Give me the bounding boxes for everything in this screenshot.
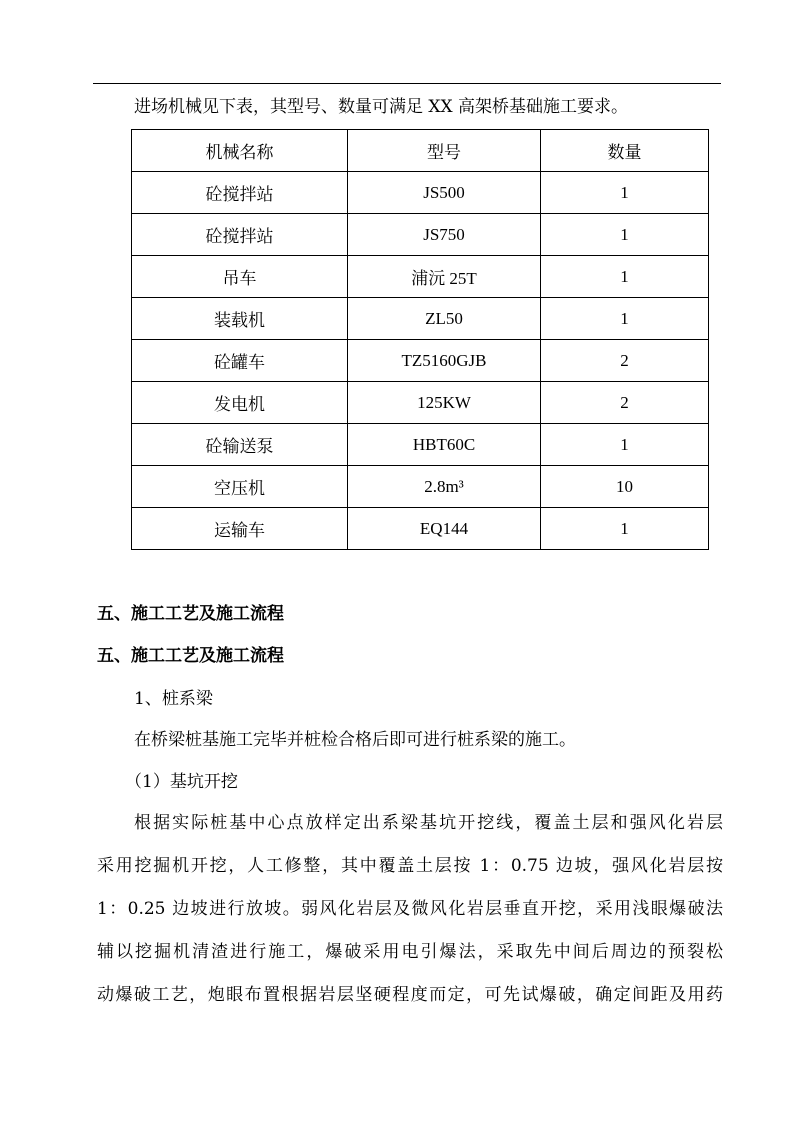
table-row — [132, 508, 709, 550]
header-machine-name: 机械名称 — [132, 130, 348, 172]
model-cell: ZL50 — [348, 298, 541, 340]
subheading-pile-tie-beam: 1、桩系梁 — [134, 689, 213, 709]
section-heading: 五、施工工艺及施工流程 — [97, 604, 284, 624]
model-cell: 浦沅 25T — [348, 256, 541, 298]
machine-name-cell: 装载机 — [132, 298, 348, 340]
machine-name-cell: 吊车 — [132, 256, 348, 298]
quantity-cell: 10 — [541, 466, 709, 508]
quantity-cell: 1 — [541, 172, 709, 214]
subheading-foundation-pit: （1）基坑开挖 — [125, 772, 238, 792]
machine-name-cell: 发电机 — [132, 382, 348, 424]
model-cell: TZ5160GJB — [348, 340, 541, 382]
table-row — [132, 340, 709, 382]
section-heading-repeat: 五、施工工艺及施工流程 — [97, 646, 284, 666]
table-row — [132, 466, 709, 508]
machine-name-cell: 砼搅拌站 — [132, 172, 348, 214]
table-row — [132, 256, 709, 298]
intro-sentence: 进场机械见下表，其型号、数量可满足 XX 高架桥基础施工要求。 — [134, 97, 629, 117]
table-row — [132, 424, 709, 466]
quantity-cell: 1 — [541, 424, 709, 466]
machine-name-cell: 砼罐车 — [132, 340, 348, 382]
table-header-row — [132, 130, 709, 172]
model-cell: JS500 — [348, 172, 541, 214]
model-cell: HBT60C — [348, 424, 541, 466]
quantity-cell: 2 — [541, 382, 709, 424]
table-row — [132, 382, 709, 424]
machine-name-cell: 运输车 — [132, 508, 348, 550]
quantity-cell: 1 — [541, 256, 709, 298]
quantity-cell: 1 — [541, 298, 709, 340]
machinery-table — [131, 129, 709, 550]
construction-sentence: 在桥梁桩基施工完毕并桩检合格后即可进行桩系梁的施工。 — [134, 730, 576, 750]
table-row — [132, 298, 709, 340]
model-cell: JS750 — [348, 214, 541, 256]
model-cell: EQ144 — [348, 508, 541, 550]
quantity-cell: 1 — [541, 214, 709, 256]
paragraph-line: 辅以挖掘机清渣进行施工，爆破采用电引爆法，采取先中间后周边的预裂松 — [97, 942, 723, 962]
machine-name-cell: 空压机 — [132, 466, 348, 508]
paragraph-line: 采用挖掘机开挖，人工修整，其中覆盖土层按 1：0.75 边坡，强风化岩层按 — [97, 856, 723, 876]
excavation-paragraph — [97, 812, 723, 1027]
machine-name-cell: 砼输送泵 — [132, 424, 348, 466]
header-model: 型号 — [348, 130, 541, 172]
table-row — [132, 214, 709, 256]
paragraph-line: 动爆破工艺，炮眼布置根据岩层坚硬程度而定，可先试爆破，确定间距及用药 — [97, 985, 723, 1005]
quantity-cell: 1 — [541, 508, 709, 550]
paragraph-line: 1：0.25 边坡进行放坡。弱风化岩层及微风化岩层垂直开挖，采用浅眼爆破法 — [97, 899, 723, 919]
header-rule — [93, 83, 721, 84]
header-quantity: 数量 — [541, 130, 709, 172]
model-cell: 125KW — [348, 382, 541, 424]
table-row — [132, 172, 709, 214]
machine-name-cell: 砼搅拌站 — [132, 214, 348, 256]
quantity-cell: 2 — [541, 340, 709, 382]
paragraph-line: 根据实际桩基中心点放样定出系梁基坑开挖线，覆盖土层和强风化岩层 — [134, 813, 723, 833]
model-cell: 2.8m³ — [348, 466, 541, 508]
